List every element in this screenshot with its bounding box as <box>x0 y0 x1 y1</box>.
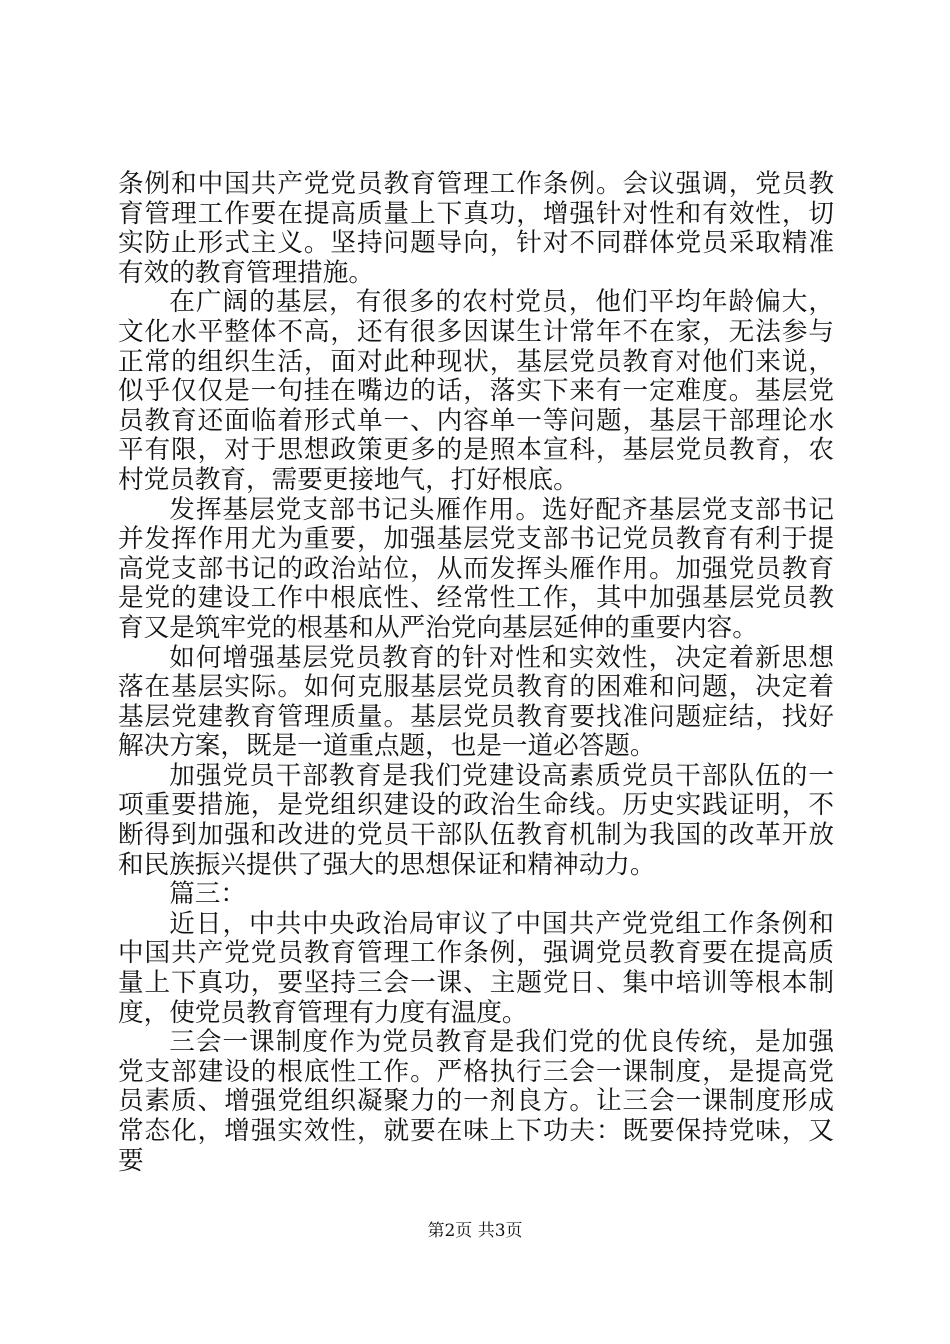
paragraph: 发挥基层党支部书记头雁作用。选好配齐基层党支部书记并发挥作用尤为重要，加强基层党支部书记党员教育有利于提高党支部书记的政治站位，从而发挥头雁作用。加强党员教育是党的建设工作中根底性、经常性工作，其中加强基层党员教育又是筑牢党的根基和从严治党向基层延伸的重要内容。 <box>118 494 834 643</box>
paragraph: 在广阔的基层，有很多的农村党员，他们平均年龄偏大，文化水平整体不高，还有很多因谋生计常年不在家，无法参与正常的组织生活，面对此种现状，基层党员教育对他们来说，似乎仅仅是一句挂在嘴边的话，落实下来有一定难度。基层党员教育还面临着形式单一、内容单一等问题，基层干部理论水平有限，对于思想政策更多的是照本宣科，基层党员教育，农村党员教育，需要更接地气，打好根底。 <box>118 287 834 495</box>
paragraph: 条例和中国共产党党员教育管理工作条例。会议强调，党员教育管理工作要在提高质量上下真功，增强针对性和有效性，切实防止形式主义。坚持问题导向，针对不同群体党员采取精准有效的教育管理措施。 <box>118 169 834 288</box>
paragraph: 如何增强基层党员教育的针对性和实效性，决定着新思想落在基层实际。如何克服基层党员教育的困难和问题，决定着基层党建教育管理质量。基层党员教育要找准问题症结，找好解决方案，既是一道重点题，也是一道必答题。 <box>118 642 834 762</box>
document-body <box>118 170 834 1176</box>
section-heading: 篇三： <box>169 879 246 910</box>
page-footer: 第2页 共3页 <box>427 1221 523 1241</box>
paragraph: 近日，中共中央政治局审议了中国共产党党组工作条例和中国共产党党员教育管理工作条例，强调党员教育要在提高质量上下真功，要坚持三会一课、主题党日、集中培训等根本制度，使党员教育管理有力度有温度。 <box>118 908 834 1028</box>
paragraph: 加强党员干部教育是我们党建设高素质党员干部队伍的一项重要措施，是党组织建设的政治生命线。历史实践证明，不断得到加强和改进的党员干部队伍教育机制为我国的改革开放和民族振兴提供了强大的思想保证和精神动力。 <box>118 760 834 880</box>
paragraph: 三会一课制度作为党员教育是我们党的优良传统，是加强党支部建设的根底性工作。严格执行三会一课制度，是提高党员素质、增强党组织凝聚力的一剂良方。让三会一课制度形成常态化，增强实效性，就要在味上下功夫：既要保持党味，又要 <box>118 1027 834 1176</box>
